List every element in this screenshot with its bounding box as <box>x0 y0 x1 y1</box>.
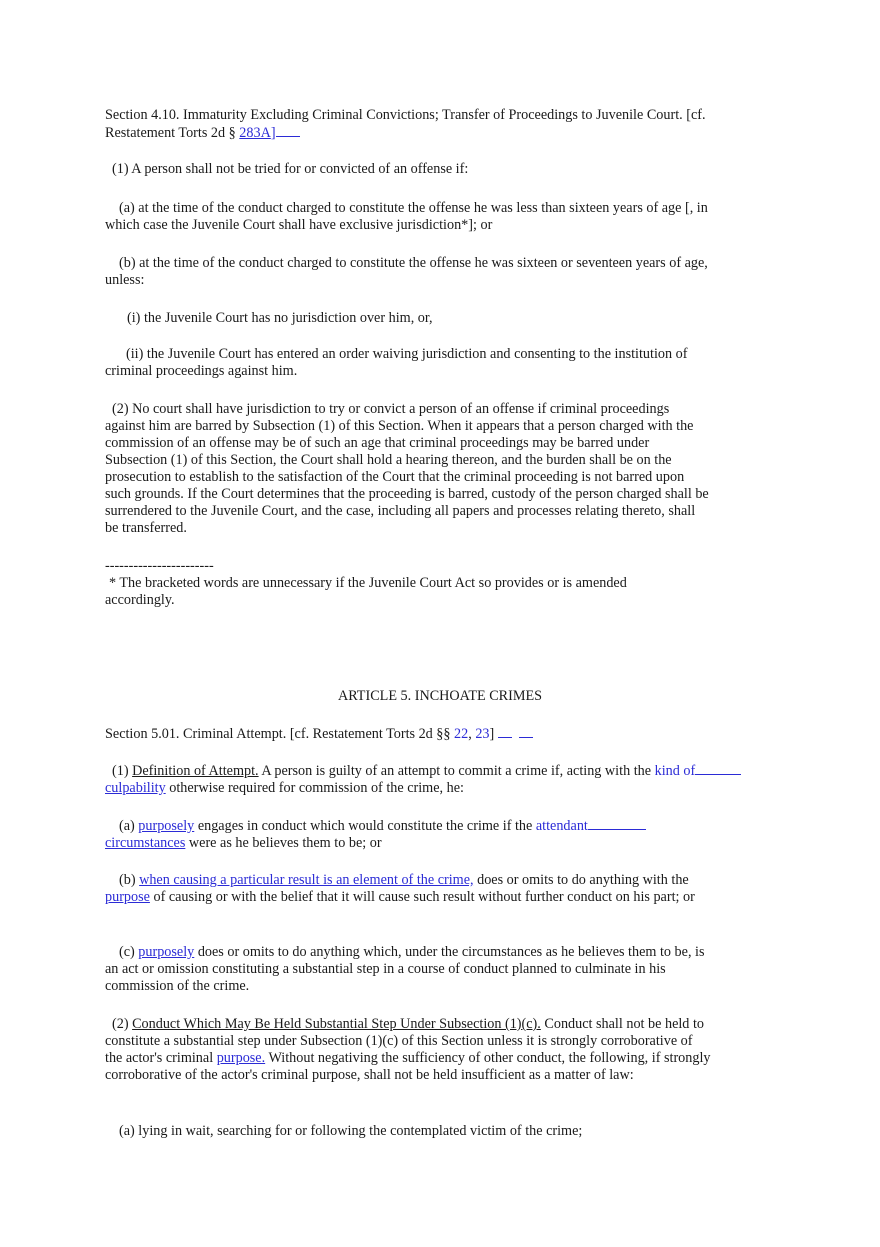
citation-link-283a[interactable]: 283A <box>239 125 271 141</box>
paragraph-1b-ii: (ii) the Juvenile Court has entered an order waiving jurisdiction and consenting to the institution of criminal proceedings against him. <box>105 346 688 379</box>
citation-link-22[interactable]: 22 <box>454 726 469 742</box>
para-number: (a) <box>119 818 135 834</box>
para-number: (b) <box>119 872 136 888</box>
section-5-01-para-2a: (a) lying in wait, searching for or following the contemplated victim of the crime; <box>119 1123 583 1139</box>
section-5-01-heading: Section 5.01. Criminal Attempt. [cf. Restatement Torts 2d §§ 22, 23] <box>105 725 725 743</box>
underline-gap <box>695 762 741 775</box>
section-5-01-para-1c <box>105 944 705 995</box>
para-text: A person is guilty of an attempt to commit a crime if, acting with the <box>261 763 652 779</box>
para-number: (2) <box>112 1016 129 1032</box>
para-number: (1) <box>112 763 129 779</box>
link-purpose[interactable]: purpose. <box>216 1050 266 1066</box>
section-4-10-heading <box>105 107 725 142</box>
section-5-01-para-1 <box>105 762 769 797</box>
para-text: Conduct shall not be held to constitute a substantial step under Subsection (1)(c) of this Section unless it is strongly corroborative of the actor's criminal <box>105 1016 704 1066</box>
para-text: does or omits to do anything with the <box>477 872 689 888</box>
section-5-01-para-2 <box>105 1016 713 1084</box>
para-number: (c) <box>119 944 135 960</box>
footnote-rule: ----------------------- <box>105 558 214 574</box>
para-text: Without negativing the sufficiency of other conduct, the following, if strongly corroborative of the actor's criminal purpose, shall not be held insufficient as a matter of law: <box>105 1050 711 1083</box>
para-text: were as he believes them to be; or <box>188 835 382 851</box>
link-purpose[interactable]: purpose <box>105 889 150 905</box>
link-culpability[interactable]: culpability <box>105 780 166 796</box>
bracket-close: ] <box>270 125 276 141</box>
paragraph-1a: (a) at the time of the conduct charged to constitute the offense he was less than sixteen years of age [, in which case the Juvenile Court shall have exclusive jurisdiction*]; or <box>105 200 708 233</box>
paragraph-1b-i: (i) the Juvenile Court has no jurisdiction over him, or, <box>127 310 433 326</box>
section-5-01-para-1b <box>105 872 710 906</box>
article-title: ARTICLE 5. INCHOATE CRIMES <box>337 688 543 704</box>
underline-gap <box>276 124 300 137</box>
paragraph-1: (1) A person shall not be tried for or convicted of an offense if: <box>112 161 469 177</box>
link-kind-of-culpability[interactable]: kind of <box>654 763 696 779</box>
link-purposely[interactable]: purposely <box>138 944 195 960</box>
section-5-01-para-1a <box>105 817 685 852</box>
section-heading-text: Section 4.10. Immaturity Excluding Criminal Convictions; Transfer of Proceedings to Juvenile Court. [cf. Restatement Torts 2d § <box>105 107 706 141</box>
substantial-step-title: Conduct Which May Be Held Substantial Step Under Subsection (1)(c). <box>132 1016 541 1032</box>
underline-gap <box>588 817 646 830</box>
link-result-element[interactable]: when causing a particular result is an element of the crime, <box>139 872 474 888</box>
footnote-text: * The bracketed words are unnecessary if the Juvenile Court Act so provides or is amended accordingly. <box>105 575 627 608</box>
citation-link-23[interactable]: 23 <box>475 726 490 742</box>
para-text: otherwise required for commission of the crime, he: <box>169 780 464 796</box>
para-text: engages in conduct which would constitute the crime if the <box>197 818 533 834</box>
definition-title: Definition of Attempt. <box>132 763 259 779</box>
para-text: does or omits to do anything which, under the circumstances as he believes them to be, is an act or omission constituting a substantial step in a course of conduct planned to culminate in his commission of the crime. <box>105 944 705 994</box>
link-purposely[interactable]: purposely <box>138 818 195 834</box>
section-heading-text: Section 5.01. Criminal Attempt. [cf. Restatement Torts 2d §§ <box>105 726 451 742</box>
underline-gap <box>519 725 533 738</box>
para-text: of causing or with the belief that it will cause such result without further conduct on his part; or <box>153 889 695 905</box>
link-attendant-circumstances[interactable]: attendant <box>535 818 588 834</box>
paragraph-2: (2) No court shall have jurisdiction to try or convict a person of an offense if criminal proceedings against him are barred by Subsection (1) of this Section. When it appears that a person charged with the commission of an offense may be of such an age that criminal proceedings may be barred under Subsection (1) of this Section, the Court shall hold a hearing thereon, and the burden shall be on the prosecution to establish to the satisfaction of the Court that the criminal proceeding is not barred upon such grounds. If the Court determines that the proceeding is barred, custody of the person charged shall be surrendered to the Juvenile Court, and the case, including all papers and processes relating thereto, shall be transferred. <box>105 401 709 536</box>
underline-gap <box>498 725 512 738</box>
link-circumstances[interactable]: circumstances <box>105 835 186 851</box>
paragraph-1b: (b) at the time of the conduct charged to constitute the offense he was sixteen or seventeen years of age, unless: <box>105 255 708 288</box>
